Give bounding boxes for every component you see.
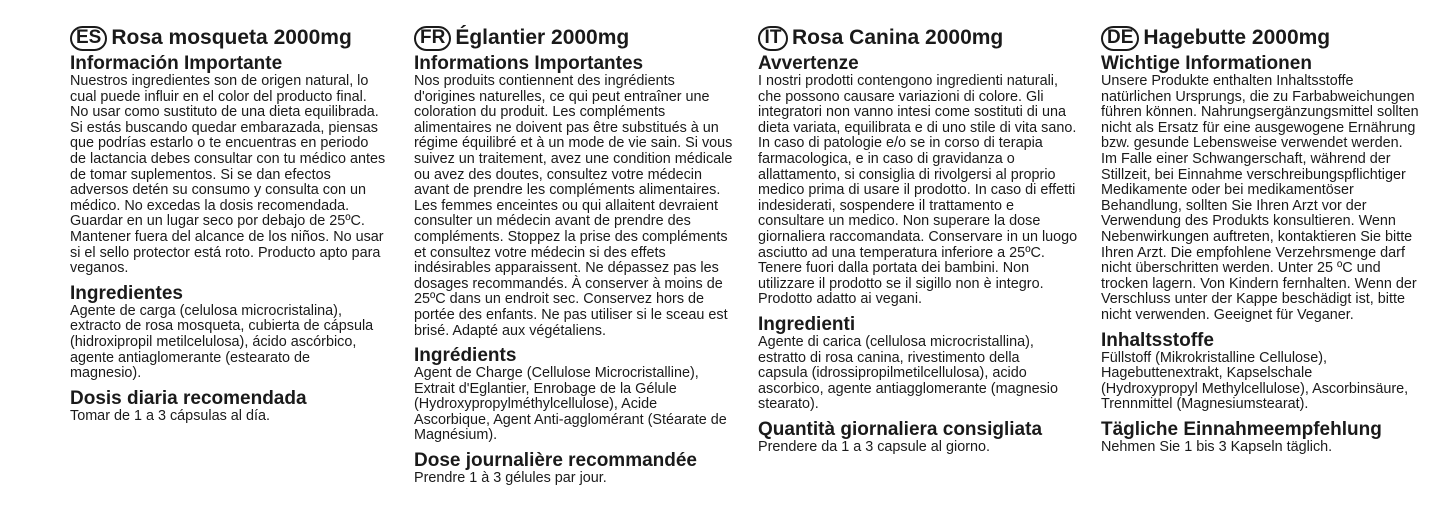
column-french: [414, 22, 734, 487]
ingredients-text: Agent de Charge (Cellulose Microcristalline), Extrait d'Eglantier, Enrobage de la Gélule (Hydroxypropylméthylcellulose), Acide Ascorbique, Agent Anti-agglomérant (Stéarate de Magnésium).: [414, 365, 727, 444]
ingredients-heading: Ingrédients: [414, 345, 517, 367]
language-badge-it: IT: [758, 26, 788, 51]
info-text: I nostri prodotti contengono ingredienti naturali, che possono causare variazioni di colore. Gli integratori non vanno intesi come sostituti di una dieta variata, equilibrata e di uno stile di vita sano. In caso di patologie e/o se in corso di terapia farmacologica, e in caso di gravidanza o allattamento, si consiglia di rivolgersi al proprio medico prima di usare il prodotto. In caso di effetti indesiderati, sospendere il trattamento e consultare un medico. Non superare la dose giornaliera raccomandata. Conservare in un luogo asciutto ad una temperatura inferiore a 25ºC. Tenere fuori dalla portata dei bambini. Non utilizzare il prodotto se il sigillo non è integro. Prodotto adatto ai vegani.: [758, 73, 1078, 308]
product-title-row: [758, 22, 1078, 54]
dose-heading: Quantità giornaliera consigliata: [758, 418, 1043, 440]
ingredients-text: Agente di carica (cellulosa microcristallina), estratto di rosa canina, rivestimento della capsula (idrossipropilmetilcellulosa), acido ascorbico, agente antiagglomerante (magnesio stearato).: [758, 333, 1058, 413]
language-badge-de: DE: [1101, 26, 1139, 51]
ingredients-heading: Ingredienti: [758, 313, 856, 335]
ingredients-text: Agente de carga (celulosa microcristalina), extracto de rosa mosqueta, cubierta de cápsula (hidroxipropil metilcelulosa), ácido ascórbico, agente antiaglomerante (estearato de magnesio).: [70, 302, 374, 382]
language-badge-es: ES: [70, 26, 107, 51]
product-title: Hagebutte 2000mg: [1143, 26, 1331, 49]
dose-heading: Tägliche Einnahmeempfehlung: [1101, 418, 1382, 440]
ingredients-text: Füllstoff (Mikrokristalline Cellulose), Hagebuttenextrakt, Kapselschale (Hydroxypropyl Methylcellulose), Ascorbinsäure, Trennmittel (Magnesiumstearat).: [1101, 349, 1409, 413]
info-heading: Avvertenze: [758, 53, 859, 74]
info-heading: Informations Importantes: [414, 53, 644, 74]
info-heading: Información Importante: [70, 53, 283, 74]
product-title-row: [70, 22, 390, 54]
info-heading: Wichtige Informationen: [1101, 53, 1312, 74]
dose-heading: Dose journalière recommandée: [414, 450, 697, 472]
dose-text: Tomar de 1 a 3 cápsulas al día.: [70, 407, 270, 424]
language-badge-fr: FR: [414, 26, 451, 51]
column-spanish: [70, 22, 390, 424]
product-title-row: [1101, 22, 1421, 54]
ingredients-heading: Ingredientes: [70, 282, 183, 304]
product-title: Églantier 2000mg: [455, 26, 630, 49]
product-title: Rosa mosqueta 2000mg: [111, 26, 352, 49]
dose-text: Prendre 1 à 3 gélules par jour.: [414, 470, 607, 487]
info-text: Nuestros ingredientes son de origen natural, lo cual puede influir en el color del producto final. No usar como sustituto de una dieta equilibrada. Si estás buscando quedar embarazada, piensas que podrías estarlo o te encuentras en periodo de lactancia debes consultar con tu médico antes de tomar suplementos. Si se dan efectos adversos detén su consumo y consulta con un médico. No excedas la dosis recomendada. Guardar en un lugar seco por debajo de 25ºC. Mantener fuera del alcance de los niños. No usar si el sello protector está roto. Producto apto para veganos.: [70, 73, 386, 277]
product-title-row: [414, 22, 734, 54]
product-title: Rosa Canina 2000mg: [792, 26, 1004, 49]
info-text: Nos produits contiennent des ingrédients d'origines naturelles, ce qui peut entraîner une coloration du produit. Les compléments alimentaires ne doivent pas être substitués à un régime équilibré et à un mode de vie sain. Si vous suivez un traitement, avez une condition médicale ou avez des doutes, consultez votre médecin avant de prendre les compléments alimentaires. Les femmes enceintes ou qui allaitent devraient consulter un médecin avant de prendre des compléments. Stoppez la prise des compléments et consultez votre médecin si des effets indésirables apparaissent. Ne dépassez pas les dosages recommandés. À conserver à moins de 25ºC dans un endroit sec. Conservez hors de portée des enfants. Ne pas utiliser si le sceau est brisé. Adapté aux végétaliens.: [414, 73, 733, 339]
column-german: [1101, 22, 1421, 455]
ingredients-heading: Inhaltsstoffe: [1101, 329, 1214, 351]
column-italian: [758, 22, 1078, 455]
dose-heading: Dosis diaria recomendada: [70, 387, 307, 409]
dose-text: Prendere da 1 a 3 capsule al giorno.: [758, 438, 991, 455]
dose-text: Nehmen Sie 1 bis 3 Kapseln täglich.: [1101, 438, 1333, 455]
info-text: Unsere Produkte enthalten Inhaltsstoffe natürlichen Ursprungs, die zu Farbabweichungen führen können. Nahrungsergänzungsmittel sollten nicht als Ersatz für eine ausgewogene Ernährung bzw. gesunde Lebensweise verwendet werden. Im Falle einer Schwangerschaft, während der Stillzeit, bei Einnahme verschreibungspflichtiger Medikamente oder bei medikamentöser Behandlung, sollten Sie Ihren Arzt vor der Verwendung des Produkts konsultieren. Wenn Nebenwirkungen auftreten, kontaktieren Sie bitte Ihren Arzt. Die empfohlene Verzehrsmenge darf nicht überschritten werden. Unter 25 ºC und trocken lagern. Von Kindern fernhalten. Wenn der Verschluss unter der Kappe beschädigt ist, bitte nicht verwenden. Geeignet für Veganer.: [1101, 73, 1419, 323]
